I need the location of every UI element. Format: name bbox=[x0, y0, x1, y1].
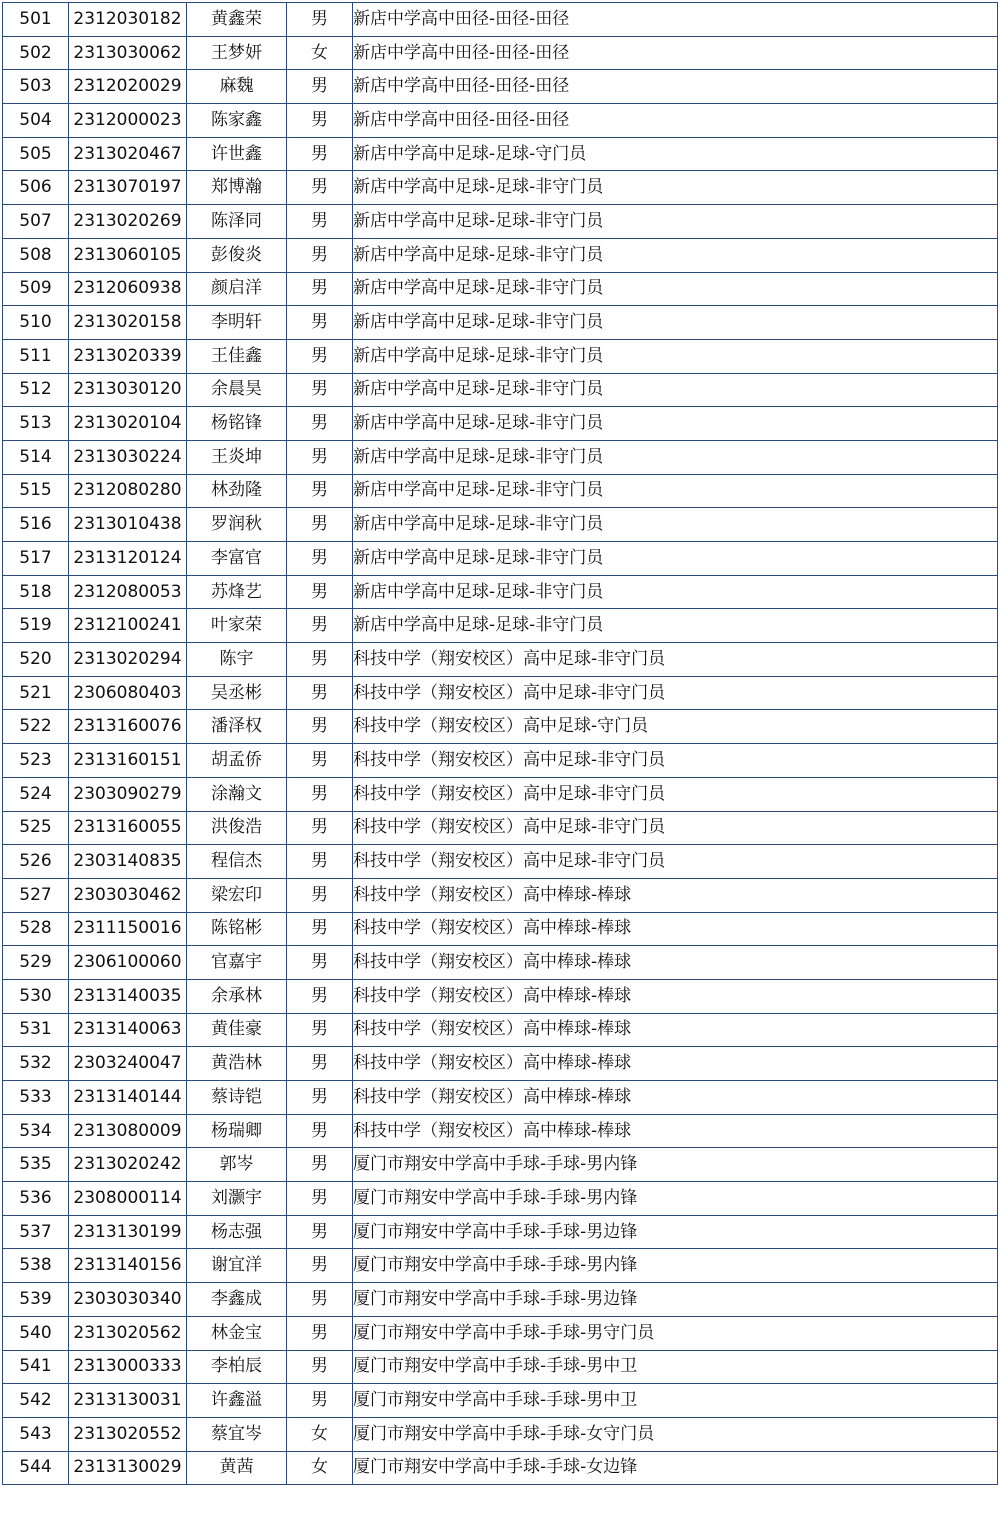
project-cell: 科技中学（翔安校区）高中棒球-棒球 bbox=[353, 1013, 998, 1047]
table-row bbox=[3, 946, 998, 980]
student-id-cell: 2313070197 bbox=[69, 171, 187, 205]
table-row bbox=[3, 1316, 998, 1350]
project-cell: 新店中学高中足球-足球-非守门员 bbox=[353, 205, 998, 239]
project-cell: 厦门市翔安中学高中手球-手球-男内锋 bbox=[353, 1148, 998, 1182]
project-cell: 新店中学高中足球-足球-非守门员 bbox=[353, 238, 998, 272]
project-cell: 厦门市翔安中学高中手球-手球-男中卫 bbox=[353, 1350, 998, 1384]
table-row bbox=[3, 811, 998, 845]
row-number-cell: 536 bbox=[3, 1182, 69, 1216]
row-number-cell: 529 bbox=[3, 946, 69, 980]
project-cell: 科技中学（翔安校区）高中足球-非守门员 bbox=[353, 811, 998, 845]
student-name-cell: 陈铭彬 bbox=[187, 912, 287, 946]
row-number-cell: 508 bbox=[3, 238, 69, 272]
gender-cell: 男 bbox=[287, 1249, 353, 1283]
gender-cell: 男 bbox=[287, 1350, 353, 1384]
row-number-cell: 517 bbox=[3, 542, 69, 576]
table-row bbox=[3, 171, 998, 205]
student-id-cell: 2313020467 bbox=[69, 137, 187, 171]
student-name-cell: 叶家荣 bbox=[187, 609, 287, 643]
student-name-cell: 黄佳豪 bbox=[187, 1013, 287, 1047]
row-number-cell: 514 bbox=[3, 440, 69, 474]
gender-cell: 男 bbox=[287, 878, 353, 912]
gender-cell: 男 bbox=[287, 3, 353, 37]
project-cell: 科技中学（翔安校区）高中足球-非守门员 bbox=[353, 777, 998, 811]
student-name-cell: 郭岑 bbox=[187, 1148, 287, 1182]
table-row bbox=[3, 1215, 998, 1249]
project-cell: 科技中学（翔安校区）高中足球-非守门员 bbox=[353, 676, 998, 710]
gender-cell: 男 bbox=[287, 1114, 353, 1148]
table-row bbox=[3, 272, 998, 306]
student-id-cell: 2313130031 bbox=[69, 1384, 187, 1418]
table-row bbox=[3, 440, 998, 474]
project-cell: 新店中学高中足球-足球-非守门员 bbox=[353, 373, 998, 407]
student-name-cell: 李富官 bbox=[187, 542, 287, 576]
row-number-cell: 506 bbox=[3, 171, 69, 205]
gender-cell: 男 bbox=[287, 979, 353, 1013]
gender-cell: 男 bbox=[287, 272, 353, 306]
gender-cell: 男 bbox=[287, 912, 353, 946]
gender-cell: 男 bbox=[287, 474, 353, 508]
table-row bbox=[3, 1047, 998, 1081]
student-id-cell: 2313010438 bbox=[69, 508, 187, 542]
gender-cell: 男 bbox=[287, 777, 353, 811]
student-name-cell: 黄浩林 bbox=[187, 1047, 287, 1081]
student-name-cell: 李柏辰 bbox=[187, 1350, 287, 1384]
project-cell: 新店中学高中足球-足球-非守门员 bbox=[353, 171, 998, 205]
gender-cell: 男 bbox=[287, 373, 353, 407]
student-id-cell: 2313020158 bbox=[69, 306, 187, 340]
project-cell: 科技中学（翔安校区）高中足球-非守门员 bbox=[353, 845, 998, 879]
student-name-cell: 王佳鑫 bbox=[187, 339, 287, 373]
student-id-cell: 2312080280 bbox=[69, 474, 187, 508]
project-cell: 新店中学高中足球-足球-非守门员 bbox=[353, 542, 998, 576]
row-number-cell: 520 bbox=[3, 643, 69, 677]
project-cell: 新店中学高中足球-足球-非守门员 bbox=[353, 272, 998, 306]
row-number-cell: 505 bbox=[3, 137, 69, 171]
table-row bbox=[3, 979, 998, 1013]
row-number-cell: 511 bbox=[3, 339, 69, 373]
gender-cell: 男 bbox=[287, 205, 353, 239]
student-name-cell: 涂瀚文 bbox=[187, 777, 287, 811]
table-row bbox=[3, 36, 998, 70]
student-name-cell: 蔡诗铠 bbox=[187, 1081, 287, 1115]
table-row bbox=[3, 1249, 998, 1283]
gender-cell: 男 bbox=[287, 811, 353, 845]
student-name-cell: 梁宏印 bbox=[187, 878, 287, 912]
gender-cell: 男 bbox=[287, 1047, 353, 1081]
project-cell: 新店中学高中足球-足球-非守门员 bbox=[353, 407, 998, 441]
student-name-cell: 罗润秋 bbox=[187, 508, 287, 542]
roster-body bbox=[3, 3, 998, 1485]
project-cell: 新店中学高中足球-足球-非守门员 bbox=[353, 508, 998, 542]
project-cell: 厦门市翔安中学高中手球-手球-男中卫 bbox=[353, 1384, 998, 1418]
gender-cell: 男 bbox=[287, 946, 353, 980]
student-name-cell: 郑博瀚 bbox=[187, 171, 287, 205]
student-name-cell: 苏烽艺 bbox=[187, 575, 287, 609]
table-row bbox=[3, 845, 998, 879]
row-number-cell: 522 bbox=[3, 710, 69, 744]
student-name-cell: 李明轩 bbox=[187, 306, 287, 340]
row-number-cell: 540 bbox=[3, 1316, 69, 1350]
student-name-cell: 黄茜 bbox=[187, 1451, 287, 1485]
student-id-cell: 2303090279 bbox=[69, 777, 187, 811]
student-id-cell: 2312100241 bbox=[69, 609, 187, 643]
student-id-cell: 2312080053 bbox=[69, 575, 187, 609]
row-number-cell: 531 bbox=[3, 1013, 69, 1047]
project-cell: 新店中学高中田径-田径-田径 bbox=[353, 104, 998, 138]
project-cell: 新店中学高中足球-足球-非守门员 bbox=[353, 575, 998, 609]
student-id-cell: 2313140156 bbox=[69, 1249, 187, 1283]
table-row bbox=[3, 205, 998, 239]
gender-cell: 男 bbox=[287, 306, 353, 340]
student-id-cell: 2313020242 bbox=[69, 1148, 187, 1182]
row-number-cell: 533 bbox=[3, 1081, 69, 1115]
project-cell: 新店中学高中足球-足球-非守门员 bbox=[353, 440, 998, 474]
student-roster-table bbox=[2, 2, 998, 1485]
gender-cell: 男 bbox=[287, 238, 353, 272]
table-row bbox=[3, 1417, 998, 1451]
project-cell: 厦门市翔安中学高中手球-手球-女边锋 bbox=[353, 1451, 998, 1485]
student-id-cell: 2313080009 bbox=[69, 1114, 187, 1148]
project-cell: 科技中学（翔安校区）高中棒球-棒球 bbox=[353, 1114, 998, 1148]
project-cell: 厦门市翔安中学高中手球-手球-男内锋 bbox=[353, 1249, 998, 1283]
project-cell: 科技中学（翔安校区）高中棒球-棒球 bbox=[353, 878, 998, 912]
gender-cell: 男 bbox=[287, 70, 353, 104]
student-id-cell: 2312060938 bbox=[69, 272, 187, 306]
student-name-cell: 官嘉宇 bbox=[187, 946, 287, 980]
student-id-cell: 2313160055 bbox=[69, 811, 187, 845]
project-cell: 科技中学（翔安校区）高中足球-非守门员 bbox=[353, 643, 998, 677]
table-row bbox=[3, 575, 998, 609]
project-cell: 科技中学（翔安校区）高中棒球-棒球 bbox=[353, 979, 998, 1013]
student-id-cell: 2313140063 bbox=[69, 1013, 187, 1047]
student-id-cell: 2312020029 bbox=[69, 70, 187, 104]
row-number-cell: 509 bbox=[3, 272, 69, 306]
project-cell: 科技中学（翔安校区）高中棒球-棒球 bbox=[353, 1081, 998, 1115]
table-row bbox=[3, 744, 998, 778]
table-row bbox=[3, 407, 998, 441]
table-row bbox=[3, 238, 998, 272]
row-number-cell: 504 bbox=[3, 104, 69, 138]
row-number-cell: 526 bbox=[3, 845, 69, 879]
student-id-cell: 2313030062 bbox=[69, 36, 187, 70]
student-id-cell: 2303140835 bbox=[69, 845, 187, 879]
student-id-cell: 2313030120 bbox=[69, 373, 187, 407]
row-number-cell: 538 bbox=[3, 1249, 69, 1283]
student-name-cell: 彭俊炎 bbox=[187, 238, 287, 272]
student-name-cell: 陈泽同 bbox=[187, 205, 287, 239]
gender-cell: 男 bbox=[287, 137, 353, 171]
row-number-cell: 525 bbox=[3, 811, 69, 845]
student-name-cell: 陈家鑫 bbox=[187, 104, 287, 138]
project-cell: 科技中学（翔安校区）高中棒球-棒球 bbox=[353, 1047, 998, 1081]
table-row bbox=[3, 1283, 998, 1317]
student-id-cell: 2313140144 bbox=[69, 1081, 187, 1115]
gender-cell: 男 bbox=[287, 845, 353, 879]
table-row bbox=[3, 1114, 998, 1148]
table-row bbox=[3, 1148, 998, 1182]
row-number-cell: 513 bbox=[3, 407, 69, 441]
row-number-cell: 537 bbox=[3, 1215, 69, 1249]
student-name-cell: 潘泽权 bbox=[187, 710, 287, 744]
student-name-cell: 麻魏 bbox=[187, 70, 287, 104]
student-name-cell: 许世鑫 bbox=[187, 137, 287, 171]
gender-cell: 男 bbox=[287, 407, 353, 441]
student-id-cell: 2313020552 bbox=[69, 1417, 187, 1451]
project-cell: 厦门市翔安中学高中手球-手球-女守门员 bbox=[353, 1417, 998, 1451]
gender-cell: 男 bbox=[287, 575, 353, 609]
student-id-cell: 2306080403 bbox=[69, 676, 187, 710]
project-cell: 厦门市翔安中学高中手球-手球-男守门员 bbox=[353, 1316, 998, 1350]
student-id-cell: 2313130029 bbox=[69, 1451, 187, 1485]
row-number-cell: 524 bbox=[3, 777, 69, 811]
student-id-cell: 2313020269 bbox=[69, 205, 187, 239]
student-id-cell: 2308000114 bbox=[69, 1182, 187, 1216]
student-name-cell: 程信杰 bbox=[187, 845, 287, 879]
project-cell: 科技中学（翔安校区）高中棒球-棒球 bbox=[353, 946, 998, 980]
student-id-cell: 2313130199 bbox=[69, 1215, 187, 1249]
student-id-cell: 2313020339 bbox=[69, 339, 187, 373]
student-name-cell: 洪俊浩 bbox=[187, 811, 287, 845]
student-id-cell: 2303030462 bbox=[69, 878, 187, 912]
table-row bbox=[3, 1451, 998, 1485]
student-id-cell: 2313140035 bbox=[69, 979, 187, 1013]
student-name-cell: 谢宜洋 bbox=[187, 1249, 287, 1283]
row-number-cell: 544 bbox=[3, 1451, 69, 1485]
table-row bbox=[3, 137, 998, 171]
table-row bbox=[3, 542, 998, 576]
student-name-cell: 颜启洋 bbox=[187, 272, 287, 306]
table-row bbox=[3, 104, 998, 138]
student-id-cell: 2303240047 bbox=[69, 1047, 187, 1081]
row-number-cell: 521 bbox=[3, 676, 69, 710]
gender-cell: 男 bbox=[287, 1013, 353, 1047]
gender-cell: 男 bbox=[287, 1215, 353, 1249]
student-name-cell: 杨志强 bbox=[187, 1215, 287, 1249]
row-number-cell: 503 bbox=[3, 70, 69, 104]
gender-cell: 男 bbox=[287, 676, 353, 710]
student-name-cell: 杨瑞卿 bbox=[187, 1114, 287, 1148]
gender-cell: 男 bbox=[287, 1148, 353, 1182]
student-name-cell: 陈宇 bbox=[187, 643, 287, 677]
gender-cell: 男 bbox=[287, 1081, 353, 1115]
table-row bbox=[3, 676, 998, 710]
row-number-cell: 542 bbox=[3, 1384, 69, 1418]
gender-cell: 男 bbox=[287, 104, 353, 138]
project-cell: 新店中学高中田径-田径-田径 bbox=[353, 3, 998, 37]
row-number-cell: 534 bbox=[3, 1114, 69, 1148]
student-name-cell: 胡孟侨 bbox=[187, 744, 287, 778]
table-row bbox=[3, 1182, 998, 1216]
project-cell: 新店中学高中足球-足球-非守门员 bbox=[353, 474, 998, 508]
gender-cell: 女 bbox=[287, 1451, 353, 1485]
student-name-cell: 杨铭锋 bbox=[187, 407, 287, 441]
project-cell: 科技中学（翔安校区）高中足球-守门员 bbox=[353, 710, 998, 744]
student-name-cell: 林金宝 bbox=[187, 1316, 287, 1350]
row-number-cell: 507 bbox=[3, 205, 69, 239]
gender-cell: 男 bbox=[287, 339, 353, 373]
table-row bbox=[3, 373, 998, 407]
project-cell: 新店中学高中足球-足球-非守门员 bbox=[353, 306, 998, 340]
gender-cell: 男 bbox=[287, 1283, 353, 1317]
student-id-cell: 2306100060 bbox=[69, 946, 187, 980]
student-name-cell: 余晨昊 bbox=[187, 373, 287, 407]
student-id-cell: 2313160151 bbox=[69, 744, 187, 778]
table-row bbox=[3, 609, 998, 643]
gender-cell: 男 bbox=[287, 1316, 353, 1350]
row-number-cell: 527 bbox=[3, 878, 69, 912]
table-row bbox=[3, 710, 998, 744]
gender-cell: 男 bbox=[287, 1384, 353, 1418]
row-number-cell: 519 bbox=[3, 609, 69, 643]
gender-cell: 男 bbox=[287, 171, 353, 205]
student-name-cell: 余承林 bbox=[187, 979, 287, 1013]
gender-cell: 男 bbox=[287, 643, 353, 677]
gender-cell: 女 bbox=[287, 1417, 353, 1451]
student-id-cell: 2313020562 bbox=[69, 1316, 187, 1350]
student-id-cell: 2311150016 bbox=[69, 912, 187, 946]
student-name-cell: 李鑫成 bbox=[187, 1283, 287, 1317]
project-cell: 新店中学高中足球-足球-非守门员 bbox=[353, 609, 998, 643]
project-cell: 科技中学（翔安校区）高中棒球-棒球 bbox=[353, 912, 998, 946]
student-name-cell: 黄鑫荣 bbox=[187, 3, 287, 37]
table-row bbox=[3, 1081, 998, 1115]
row-number-cell: 532 bbox=[3, 1047, 69, 1081]
gender-cell: 男 bbox=[287, 542, 353, 576]
row-number-cell: 541 bbox=[3, 1350, 69, 1384]
table-row bbox=[3, 878, 998, 912]
row-number-cell: 512 bbox=[3, 373, 69, 407]
row-number-cell: 539 bbox=[3, 1283, 69, 1317]
student-id-cell: 2313160076 bbox=[69, 710, 187, 744]
project-cell: 新店中学高中田径-田径-田径 bbox=[353, 36, 998, 70]
gender-cell: 女 bbox=[287, 36, 353, 70]
table-row bbox=[3, 508, 998, 542]
table-row bbox=[3, 306, 998, 340]
table-row bbox=[3, 1384, 998, 1418]
project-cell: 厦门市翔安中学高中手球-手球-男边锋 bbox=[353, 1283, 998, 1317]
row-number-cell: 510 bbox=[3, 306, 69, 340]
student-id-cell: 2312030182 bbox=[69, 3, 187, 37]
row-number-cell: 530 bbox=[3, 979, 69, 1013]
table-row bbox=[3, 777, 998, 811]
student-name-cell: 许鑫溢 bbox=[187, 1384, 287, 1418]
gender-cell: 男 bbox=[287, 609, 353, 643]
gender-cell: 男 bbox=[287, 1182, 353, 1216]
student-name-cell: 刘灏宇 bbox=[187, 1182, 287, 1216]
gender-cell: 男 bbox=[287, 440, 353, 474]
student-id-cell: 2303030340 bbox=[69, 1283, 187, 1317]
row-number-cell: 501 bbox=[3, 3, 69, 37]
row-number-cell: 515 bbox=[3, 474, 69, 508]
project-cell: 新店中学高中田径-田径-田径 bbox=[353, 70, 998, 104]
student-id-cell: 2313020104 bbox=[69, 407, 187, 441]
row-number-cell: 523 bbox=[3, 744, 69, 778]
table-row bbox=[3, 3, 998, 37]
student-name-cell: 王梦妍 bbox=[187, 36, 287, 70]
table-row bbox=[3, 912, 998, 946]
gender-cell: 男 bbox=[287, 744, 353, 778]
table-row bbox=[3, 474, 998, 508]
student-id-cell: 2313030224 bbox=[69, 440, 187, 474]
student-id-cell: 2312000023 bbox=[69, 104, 187, 138]
student-id-cell: 2313000333 bbox=[69, 1350, 187, 1384]
table-row bbox=[3, 339, 998, 373]
row-number-cell: 535 bbox=[3, 1148, 69, 1182]
row-number-cell: 543 bbox=[3, 1417, 69, 1451]
project-cell: 厦门市翔安中学高中手球-手球-男内锋 bbox=[353, 1182, 998, 1216]
table-row bbox=[3, 643, 998, 677]
student-id-cell: 2313060105 bbox=[69, 238, 187, 272]
student-id-cell: 2313020294 bbox=[69, 643, 187, 677]
student-id-cell: 2313120124 bbox=[69, 542, 187, 576]
gender-cell: 男 bbox=[287, 710, 353, 744]
gender-cell: 男 bbox=[287, 508, 353, 542]
student-name-cell: 蔡宜岑 bbox=[187, 1417, 287, 1451]
project-cell: 新店中学高中足球-足球-守门员 bbox=[353, 137, 998, 171]
student-name-cell: 林劲隆 bbox=[187, 474, 287, 508]
project-cell: 新店中学高中足球-足球-非守门员 bbox=[353, 339, 998, 373]
row-number-cell: 528 bbox=[3, 912, 69, 946]
student-name-cell: 吴丞彬 bbox=[187, 676, 287, 710]
row-number-cell: 502 bbox=[3, 36, 69, 70]
row-number-cell: 516 bbox=[3, 508, 69, 542]
table-row bbox=[3, 1350, 998, 1384]
project-cell: 科技中学（翔安校区）高中足球-非守门员 bbox=[353, 744, 998, 778]
student-name-cell: 王炎坤 bbox=[187, 440, 287, 474]
row-number-cell: 518 bbox=[3, 575, 69, 609]
table-row bbox=[3, 1013, 998, 1047]
project-cell: 厦门市翔安中学高中手球-手球-男边锋 bbox=[353, 1215, 998, 1249]
table-row bbox=[3, 70, 998, 104]
